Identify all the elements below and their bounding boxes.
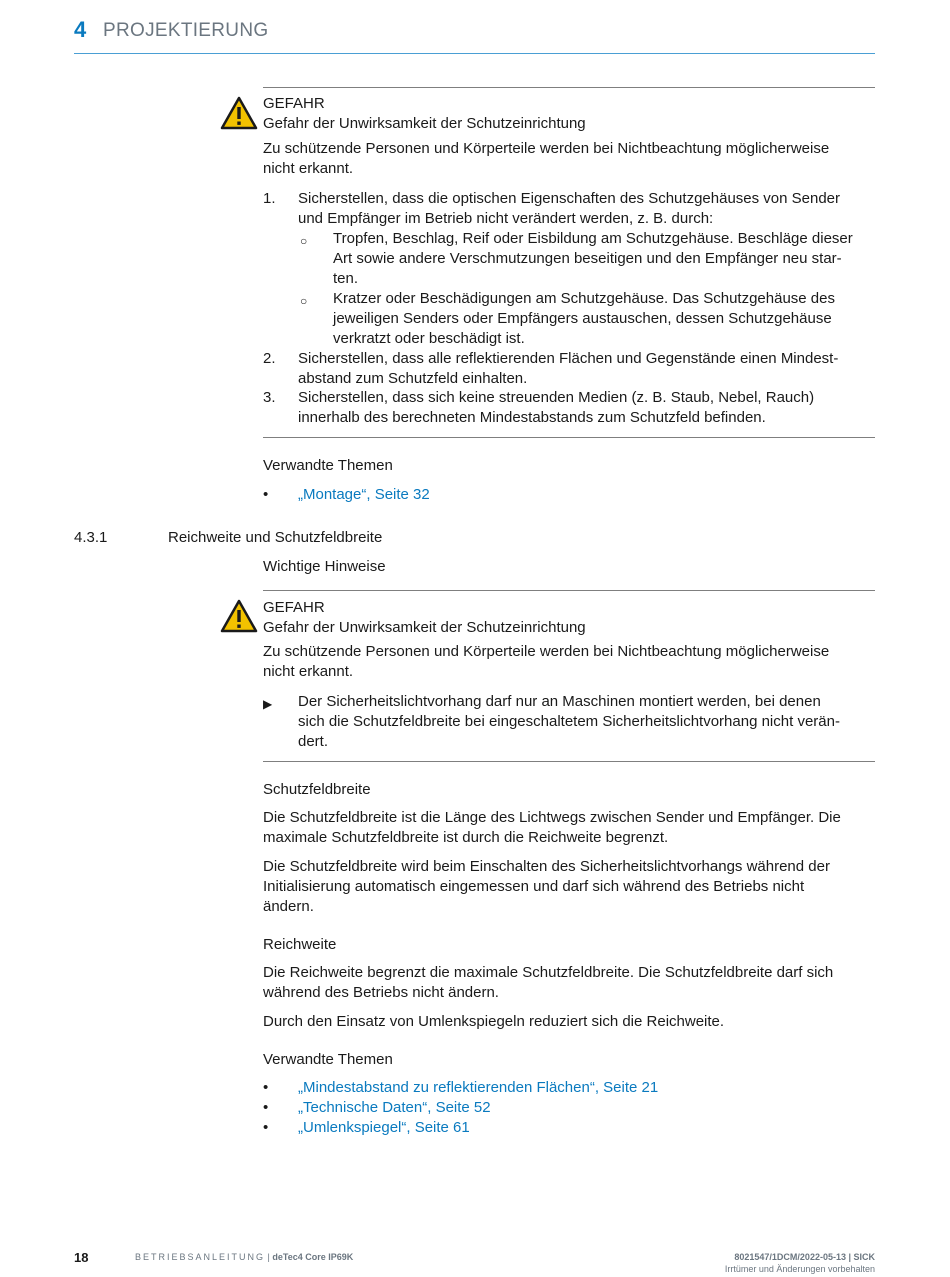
list-item-text: Sicherstellen, dass die optischen Eigenschaften des Schutzgehäuses von Sender — [298, 190, 841, 207]
subsection-heading: Wichtige Hinweise — [263, 558, 386, 575]
list-item-text: Sicherstellen, dass sich keine streuenden Medien (z. B. Staub, Nebel, Rauch) — [298, 389, 815, 406]
paragraph-line: Initialisierung automatisch eingemessen und darf sich während des Betriebs nicht — [263, 878, 805, 895]
sub-list-item-text: Tropfen, Beschlag, Reif oder Eisbildung am Schutzgehäuse. Beschläge dieser — [333, 230, 853, 247]
related-link-technische-daten[interactable]: „Technische Daten“, Seite 52 — [298, 1099, 491, 1116]
bullet-icon: • — [263, 1099, 269, 1116]
warning-title: GEFAHR — [263, 95, 325, 112]
list-number: 1. — [263, 190, 276, 207]
bullet-icon: • — [263, 1119, 269, 1136]
warning-intro-line: nicht erkannt. — [263, 663, 354, 680]
list-item-text: abstand zum Schutzfeld einhalten. — [298, 370, 528, 387]
warning-triangle-icon — [220, 96, 258, 130]
arrow-right-icon: ▶ — [263, 697, 273, 711]
list-item-text: innerhalb des berechneten Mindestabstands zum Schutzfeld befinden. — [298, 409, 766, 426]
sub-list-item-text: ten. — [333, 270, 359, 287]
action-text: sich die Schutzfeldbreite bei eingeschaltetem Sicherheitslichtvorhang nicht verän- — [298, 713, 840, 730]
chapter-title: PROJEKTIERUNG — [103, 20, 269, 41]
warning-bottom-rule — [263, 437, 875, 438]
warning-top-rule — [263, 590, 875, 591]
reichweite-heading: Reichweite — [263, 936, 337, 953]
list-item-text: Sicherstellen, dass alle reflektierenden Flächen und Gegenstände einen Mindest- — [298, 350, 839, 367]
schutzfeldbreite-heading: Schutzfeldbreite — [263, 781, 371, 798]
warning-triangle-icon — [220, 599, 258, 633]
list-item-text: und Empfänger im Betrieb nicht verändert werden, z. B. durch: — [298, 210, 714, 227]
sub-list-item-text: Art sowie andere Verschmutzungen beseitigen und den Empfänger neu star- — [333, 250, 842, 267]
warning-subtitle: Gefahr der Unwirksamkeit der Schutzeinrichtung — [263, 619, 586, 636]
paragraph-line: Die Reichweite begrenzt die maximale Schutzfeldbreite. Die Schutzfeldbreite darf sich — [263, 964, 834, 981]
paragraph-line: ändern. — [263, 898, 314, 915]
footer-doc-type: BETRIEBSANLEITUNG — [135, 1252, 266, 1262]
section-number: 4.3.1 — [74, 529, 108, 546]
paragraph-line: Durch den Einsatz von Umlenkspiegeln reduziert sich die Reichweite. — [263, 1013, 725, 1030]
warning-intro-line: Zu schützende Personen und Körperteile werden bei Nichtbeachtung möglicherweise — [263, 643, 830, 660]
related-link-montage[interactable]: „Montage“, Seite 32 — [298, 486, 430, 503]
footer-disclaimer: Irrtümer und Änderungen vorbehalten — [724, 1264, 875, 1274]
paragraph-line: Die Schutzfeldbreite wird beim Einschalten des Sicherheitslichtvorhangs während der — [263, 858, 830, 875]
action-text: dert. — [298, 733, 329, 750]
list-number: 2. — [263, 350, 276, 367]
paragraph-line: während des Betriebs nicht ändern. — [263, 984, 499, 1001]
footer-doc-id: 8021547/1DCM/2022-05-13 | SICK — [734, 1252, 875, 1262]
action-text: Der Sicherheitslichtvorhang darf nur an Maschinen montiert werden, bei denen — [298, 693, 821, 710]
footer-separator: | — [265, 1252, 273, 1262]
chapter-number: 4 — [74, 17, 87, 42]
warning-intro-line: Zu schützende Personen und Körperteile werden bei Nichtbeachtung möglicherweise — [263, 140, 830, 157]
warning-top-rule — [263, 87, 875, 88]
related-topics-heading: Verwandte Themen — [263, 457, 393, 474]
warning-intro-line: nicht erkannt. — [263, 160, 354, 177]
related-link-umlenkspiegel[interactable]: „Umlenkspiegel“, Seite 61 — [298, 1119, 470, 1136]
paragraph-line: maximale Schutzfeldbreite ist durch die Reichweite begrenzt. — [263, 829, 669, 846]
page-number: 18 — [74, 1250, 89, 1265]
bullet-icon: • — [263, 486, 269, 503]
paragraph-line: Die Schutzfeldbreite ist die Länge des Lichtwegs zwischen Sender und Empfänger. Die — [263, 809, 841, 826]
list-number: 3. — [263, 389, 276, 406]
circle-bullet-icon: ○ — [300, 294, 308, 308]
warning-title: GEFAHR — [263, 599, 325, 616]
circle-bullet-icon: ○ — [300, 234, 308, 248]
header-rule — [74, 53, 875, 54]
sub-list-item-text: verkratzt oder beschädigt ist. — [333, 330, 525, 347]
bullet-icon: • — [263, 1079, 269, 1096]
warning-subtitle: Gefahr der Unwirksamkeit der Schutzeinrichtung — [263, 115, 586, 132]
section-title: Reichweite und Schutzfeldbreite — [168, 529, 383, 546]
sub-list-item-text: jeweiligen Senders oder Empfängers austauschen, dessen Schutzgehäuse — [333, 310, 832, 327]
sub-list-item-text: Kratzer oder Beschädigungen am Schutzgehäuse. Das Schutzgehäuse des — [333, 290, 835, 307]
related-topics-heading: Verwandte Themen — [263, 1051, 393, 1068]
footer-doc-info — [135, 1251, 353, 1263]
footer-product: deTec4 Core IP69K — [272, 1252, 354, 1262]
warning-bottom-rule — [263, 761, 875, 762]
related-link-mindestabstand[interactable]: „Mindestabstand zu reflektierenden Flächen“, Seite 21 — [298, 1079, 659, 1096]
